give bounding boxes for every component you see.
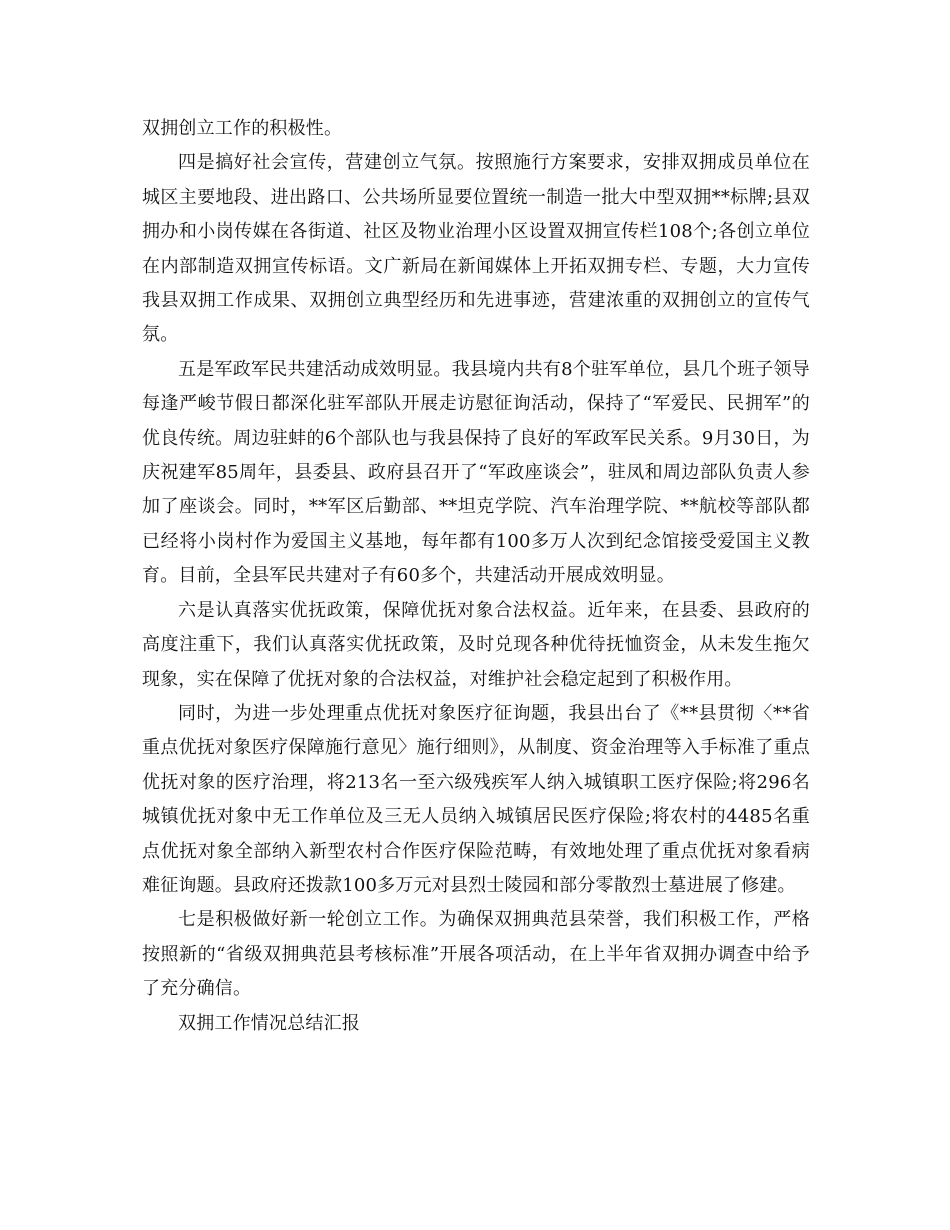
paragraph-social-publicity: 四是搞好社会宣传，营建创立气氛。按照施行方案要求，安排双拥成员单位在城区主要地段、进出路口、公共场所显要位置统一制造一批大中型双拥**标牌;县双拥办和小岗传媒在各街道、社区及物业治理小区设置双拥宣传栏108个;各创立单位在内部制造双拥宣传标语。文广新局在新闻媒体上开拓双拥专栏、专题，大力宣传我县双拥工作成果、双拥创立典型经历和先进事迹，营建浓重的双拥创立的宣传气氛。 [142,152,810,346]
section-heading: 双拥工作情况总结汇报 [178,1012,360,1034]
paragraph-continuation: 双拥创立工作的积极性。 [142,118,343,139]
paragraph-medical-care: 同时，为进一步处理重点优抚对象医疗征询题，我县出台了《**县贯彻〈**省重点优抚对象医疗保障施行意见〉施行细则》，从制度、资金治理等入手标准了重点优抚对象的医疗治理，将213名一至六级残疾军人纳入城镇职工医疗保险;将296名城镇优抚对象中无工作单位及三无人员纳入城镇居民医疗保险;将农村的4485名重点优抚对象全部纳入新型农村合作医疗保险范畴，有效地处理了重点优抚对象看病难征询题。县政府还拨款100多万元对县烈士陵园和部分零散烈士墓进展了修建。 [142,702,810,896]
document-body [142,112,810,1041]
paragraph-preferential-policy: 六是认真落实优抚政策，保障优抚对象合法权益。近年来，在县委、县政府的高度注重下，我们认真落实优抚政策，及时兑现各种优待抚恤资金，从未发生拖欠现象，实在保障了优抚对象的合法权益，对维护社会稳定起到了积极作用。 [142,599,810,690]
paragraph-new-round-creation: 七是积极做好新一轮创立工作。为确保双拥典范县荣誉，我们积极工作，严格按照新的“省级双拥典范县考核标准”开展各项活动，在上半年省双拥办调查中给予了充分确信。 [142,909,810,1000]
paragraph-military-civil-cobuilding: 五是军政军民共建活动成效明显。我县境内共有8个驻军单位，县几个班子领导每逢严峻节假日都深化驻军部队开展走访慰征询活动，保持了“军爱民、民拥军”的优良传统。周边驻蚌的6个部队也与我县保持了良好的军政军民关系。9月30日，为庆祝建军85周年，县委县、政府县召开了“军政座谈会”，驻凤和周边部队负责人参加了座谈会。同时，**军区后勤部、**坦克学院、汽车治理学院、**航校等部队都已经将小岗村作为爱国主义基地，每年都有100多万人次到纪念馆接受爱国主义教育。目前，全县军民共建对子有60多个，共建活动开展成效明显。 [142,358,810,587]
